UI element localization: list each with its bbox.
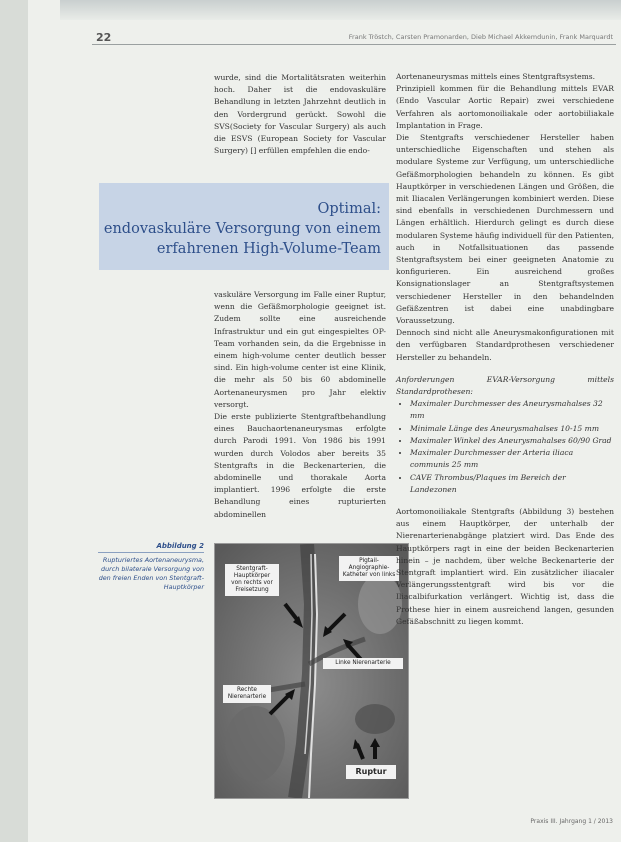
paragraph: Die erste publizierte Stentgraftbehandlung eines Bauchaortenaneurysmas erfolgte durch Parodi 1991. Von 1986 bis 1991 wurden durch Volodos aber bereits 35 Stentgrafts in die Beckenarterien, die abdominelle und thorakale Aorta implantiert. 1996 erfolgte die erste Behandlung eines rupturierten abdominellen — [214, 412, 386, 519]
left-column-top — [214, 72, 386, 157]
paragraph: Aortomonoiliakale Stentgrafts (Abbildung 3) bestehen aus einem Hauptkörper, der unterhalb der Nierenarterienabgänge platziert wird. Das Ende des Hauptkörpers ragt in eine der beiden Beckenarterien hinein – je nachdem, über welche Beckenarterie der Stentgraft implantiert wird. Ein zusätzlicher iliacaler Verlängerungsstentgraft wird bis vor die Iliacalbifurkation verlängert. Wichtig ist, dass die Prothese hier in einem ausreichend langen, gesunden Gefäßabschnitt zu liegen kommt. — [396, 506, 614, 626]
figure-caption-text: Rupturiertes Aortenaneurysma, durch bilaterale Versorgung von den freien Enden von Stentgraft-Hauptkörper — [98, 556, 204, 591]
label-ruptur: Ruptur — [346, 765, 396, 779]
top-page-strip — [60, 0, 621, 20]
page-number: 22 — [96, 31, 112, 44]
paragraph: vaskuläre Versorgung im Falle einer Ruptur, wenn die Gefäßmorphologie geeignet ist. Zudem sollte eine ausreichende Infrastruktur und ein gut eingespieltes OP-Team vorhanden sein, da die Ergebnisse in einem high-volume center deutlich besser sind. Ein high-volume center ist eine Klinik, die mehr als 50 bis 60 abdominelle Aortenaneurysmen pro Jahr elektiv versorgt. — [214, 290, 386, 409]
angiography-figure — [214, 543, 409, 799]
paragraph: wurde, sind die Mortalitätsraten weiterhin hoch. Daher ist die endovaskuläre Behandlung in letzten Jahrzehnt deutlich in den Vordergrund gerückt. Sowohl die SVS(Society for Vascular Surgery) als auch die ESVS (European Society for Vascular Surgery) [] erfüllen empfehlen die endo- — [214, 73, 386, 156]
list-item: • Maximaler Durchmesser des Aneurysmahalses 32 mm — [410, 398, 614, 422]
requirements-list — [396, 398, 614, 496]
list-item: • Maximaler Durchmesser der Arteria iliaca communis 25 mm — [410, 447, 614, 471]
pull-quote-line: endovaskuläre Versorgung von einem — [103, 221, 381, 237]
pull-quote-box — [99, 183, 389, 270]
label-angio-catheter: Pigtail-Angiographie-Katheter von links — [339, 556, 399, 581]
paragraph: Die Stentgrafts verschiedener Hersteller haben unterschiedliche Eigenschaften und stehen als modulare Systeme zur Verfügung, um unterschiedliche Gefäßmorphologien behandeln zu können. Es gibt Hauptkörper in verschiedenen Längen und Größen, die mit Iliacalen Verlängerungen kombiniert werden. Diese sind ebenfalls in verschiedenen Durchmessern und Längen erhältlich. Hierdurch gelingt es durch diese modularen Systeme häufig individuell für den Patienten, auch in Notfallsituationen das passende Stentgraftsystem bei einer geeigneten Anatomie zu konfigurieren. Ein ausreichend großes Konsignationslager an Stentgraftsystemen verschiedener Hersteller in den behandelnden Gefäßzentren ist dabei eine unabdingbare Voraussetzung. — [396, 133, 614, 326]
requirements-title: Anforderungen EVAR-Versorgung mittels Standardprothesen: — [396, 374, 614, 397]
paragraph: Aortenaneurysmas mittels eines Stentgraftsystems. — [396, 72, 596, 81]
header-rule — [92, 44, 616, 45]
page-footer: Praxis III. Jahrgang 1 / 2013 — [530, 818, 613, 825]
figure-caption-title: Abbildung 2 — [98, 542, 204, 553]
running-header-authors: Frank Tröstch, Carsten Pramonarden, Dieb Michael Akkemdunin, Frank Marquardt — [348, 33, 613, 41]
left-page-strip — [0, 0, 28, 842]
label-stentgraft: Stentgraft-Hauptkörper von rechts vor Freisetzung — [225, 564, 279, 596]
right-column — [396, 71, 614, 628]
pull-quote-line: erfahrenen High-Volume-Team — [156, 241, 381, 257]
label-rechte-nierenarterie: Rechte Nierenarterie — [223, 685, 271, 703]
pull-quote-line: Optimal: — [317, 201, 381, 217]
list-item: • Minimale Länge des Aneurysmahalses 10-15 mm — [410, 423, 614, 435]
left-column-bottom — [214, 289, 386, 521]
paragraph: Dennoch sind nicht alle Aneurysmakonfigurationen mit den verfügbaren Standardprothesen verschiedener Hersteller zu behandeln. — [396, 328, 614, 362]
pull-quote — [104, 199, 381, 259]
label-linke-nierenarterie: Linke Nierenarterie — [323, 658, 403, 669]
figure-caption — [98, 542, 204, 592]
paragraph: Prinzipiell kommen für die Behandlung mittels EVAR (Endo Vascular Aortic Repair) zwei verschiedene Verfahren als aortomonoiliakale oder aortobiiliakale Implantation in Frage. — [396, 84, 614, 130]
list-item: • CAVE Thrombus/Plaques im Bereich der Landezonen — [410, 472, 614, 496]
list-item: • Maximaler Winkel des Aneurysmahalses 60/90 Grad — [410, 435, 614, 447]
